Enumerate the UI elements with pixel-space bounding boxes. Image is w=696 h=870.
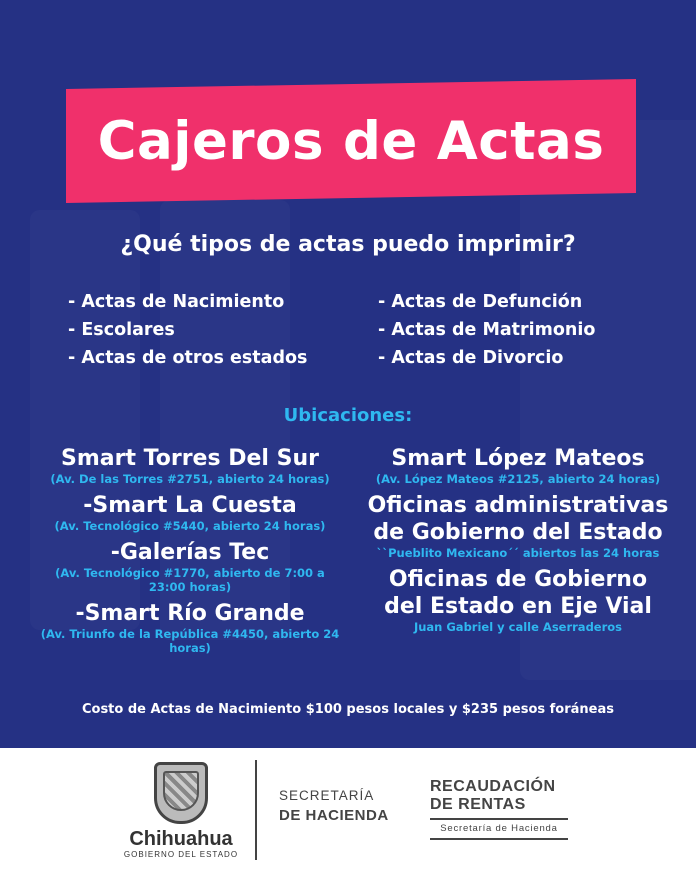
act-types-left xyxy=(68,288,378,372)
location-name: Smart López Mateos xyxy=(391,446,645,471)
act-types-list xyxy=(68,288,668,372)
recaudacion-text: RECAUDACIÓN xyxy=(430,778,556,795)
divider xyxy=(430,818,568,820)
list-item: - Actas de Divorcio xyxy=(378,348,564,368)
location-name: Smart Torres Del Sur xyxy=(61,446,319,471)
cost-note: Costo de Actas de Nacimiento $100 pesos locales y $235 pesos foráneas xyxy=(81,702,615,717)
location-detail: (Av. Triunfo de la República #4450, abierto 24 horas) xyxy=(40,627,340,655)
list-item: - Actas de otros estados xyxy=(68,348,308,368)
hacienda-text: DE HACIENDA xyxy=(279,807,389,824)
divider xyxy=(430,838,568,840)
location-detail: (Av. Tecnológico #1770, abierto de 7:00 a 23:00 horas) xyxy=(55,566,325,594)
location-name: Oficinas administrativas de Gobierno del Estado xyxy=(367,493,669,545)
list-item: - Actas de Defunción xyxy=(378,292,583,312)
location-item xyxy=(24,445,356,486)
secretaria-text: SECRETARÍA xyxy=(279,788,375,803)
rentas-text: DE RENTAS xyxy=(430,796,526,813)
location-name: -Galerías Tec xyxy=(110,540,270,565)
state-shield-icon xyxy=(154,762,208,824)
location-detail: (Av. Tecnológico #5440, abierto 24 horas) xyxy=(54,519,326,533)
question-heading: ¿Qué tipos de actas puedo imprimir? xyxy=(120,232,576,257)
location-name: Oficinas de Gobierno del Estado en Eje Vial xyxy=(384,567,652,619)
footer xyxy=(0,748,696,870)
secretaria-hacienda-text: Secretaría de Hacienda xyxy=(440,823,558,834)
divider xyxy=(255,760,257,860)
chihuahua-logo-text: Chihuahua xyxy=(129,828,233,850)
location-detail: Juan Gabriel y calle Aserraderos xyxy=(413,620,623,634)
location-detail: (Av. López Mateos #2125, abierto 24 horas) xyxy=(375,472,661,486)
page-title: Cajeros de Actas xyxy=(97,110,605,172)
location-item xyxy=(24,492,356,533)
location-detail: ``Pueblito Mexicano´´ abiertos las 24 horas xyxy=(376,546,660,560)
location-name: -Smart Río Grande xyxy=(75,601,305,626)
location-item xyxy=(356,566,680,634)
location-name: -Smart La Cuesta xyxy=(83,493,297,518)
location-item xyxy=(356,492,680,560)
location-item xyxy=(24,600,356,655)
location-detail: (Av. De las Torres #2751, abierto 24 horas) xyxy=(50,472,330,486)
list-item: - Actas de Matrimonio xyxy=(378,320,596,340)
location-item xyxy=(356,445,680,486)
act-types-right xyxy=(378,288,595,372)
locations xyxy=(0,445,696,661)
locations-right xyxy=(356,445,686,661)
locations-left xyxy=(0,445,356,661)
gobierno-estado-text: GOBIERNO DEL ESTADO xyxy=(123,850,239,859)
list-item: - Escolares xyxy=(68,320,175,340)
locations-heading: Ubicaciones: xyxy=(283,405,413,426)
list-item: - Actas de Nacimiento xyxy=(68,292,285,312)
location-item xyxy=(24,539,356,594)
